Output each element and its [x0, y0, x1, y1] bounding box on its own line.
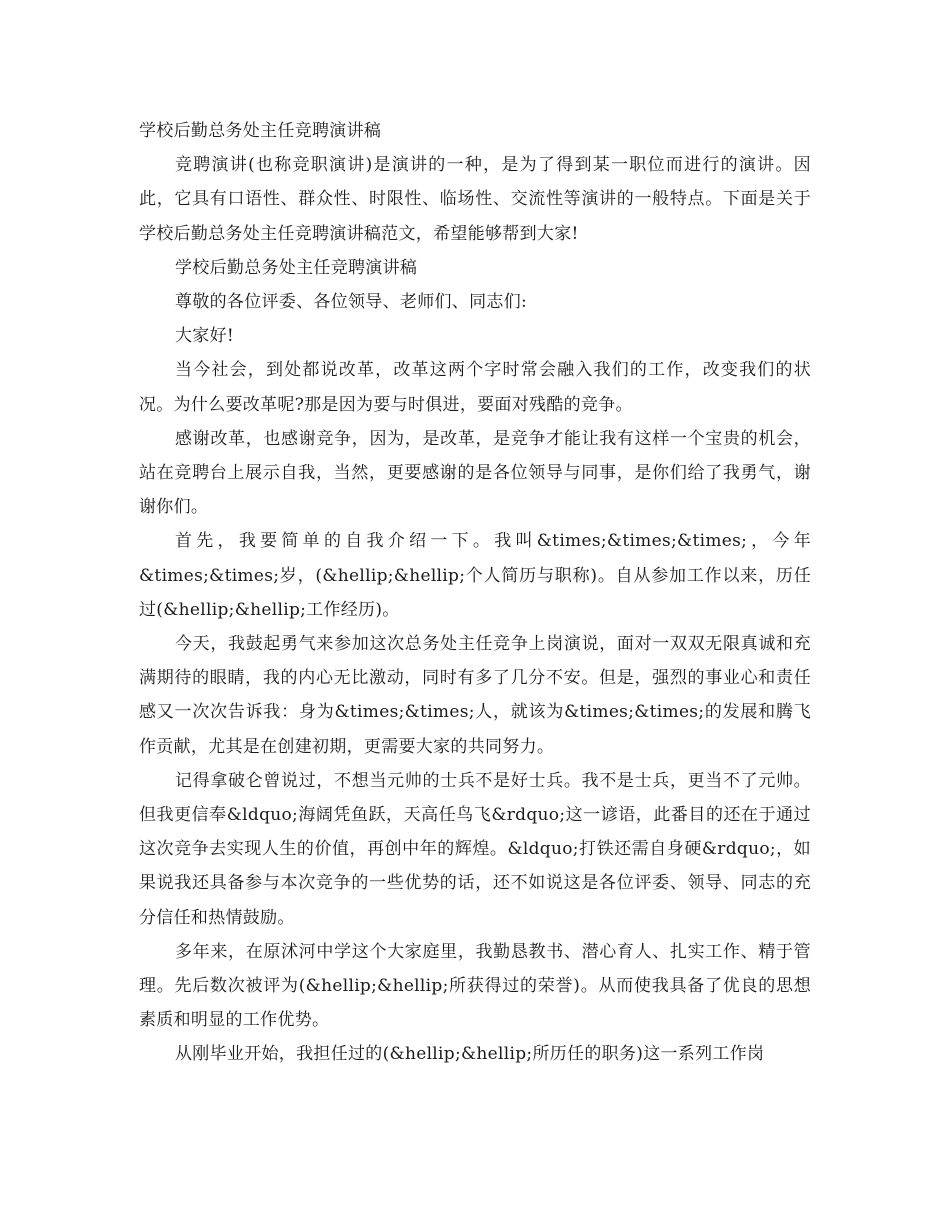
paragraph-today: 今天，我鼓起勇气来参加这次总务处主任竞争上岗演说，面对一双双无限真诚和充满期待的眼睛，我的内心无比激动，同时有多了几分不安。但是，强烈的事业心和责任感又一次次告诉我：身为&times;&times;人，就该为&times;&times;的发展和腾飞作贡献，尤其是在创建初期，更需要大家的共同努力。	[139, 634, 811, 757]
paragraph-napoleon: 记得拿破仑曾说过，不想当元帅的士兵不是好士兵。我不是士兵，更当不了元帅。但我更信奉&ldquo;海阔凭鱼跃，天高任鸟飞&rdquo;这一谚语，此番目的还在于通过这次竞争去实现人生的价值，再创中年的辉煌。&ldquo;打铁还需自身硬&rdquo;，如果说我还具备参与本次竞争的一些优势的话，还不如说这是各位评委、领导、同志的充分信任和热情鼓励。	[139, 770, 811, 928]
paragraph-greeting: 大家好!	[175, 326, 235, 347]
paragraph-career: 从刚毕业开始，我担任过的(&hellip;&hellip;所历任的职务)这一系列工作岗	[175, 1044, 765, 1065]
paragraph-years: 多年来，在原沭河中学这个大家庭里，我勤恳教书、潜心育人、扎实工作、精于管理。先后数次被评为(&hellip;&hellip;所获得过的荣誉)。从而使我具备了优良的思想素质和明显的工作优势。	[139, 941, 811, 1031]
paragraph-intro: 竞聘演讲(也称竞职演讲)是演讲的一种，是为了得到某一职位而进行的演讲。因此，它具有口语性、群众性、时限性、临场性、交流性等演讲的一般特点。下面是关于学校后勤总务处主任竞聘演讲稿范文，希望能够帮到大家!	[139, 155, 811, 244]
paragraph-thanks: 感谢改革，也感谢竞争，因为，是改革，是竞争才能让我有这样一个宝贵的机会，站在竞聘台上展示自我，当然，更要感谢的是各位领导与同事，是你们给了我勇气，谢谢你们。	[139, 428, 811, 518]
paragraph-reform: 当今社会，到处都说改革，改革这两个字时常会融入我们的工作，改变我们的状况。为什么要改革呢?那是因为要与时俱进，要面对残酷的竞争。	[139, 360, 811, 415]
paragraph-subtitle: 学校后勤总务处主任竞聘演讲稿	[175, 257, 418, 278]
document-body	[139, 114, 811, 1072]
paragraph-salutation: 尊敬的各位评委、各位领导、老师们、同志们:	[175, 292, 528, 313]
paragraph-self-intro: 首先，我要简单的自我介绍一下。我叫&times;&times;&times;，今年&times;&times;岁，(&hellip;&hellip;个人简历与职称)。自从参加工作以来，历任过(&hellip;&hellip;工作经历)。	[139, 531, 811, 620]
document-title: 学校后勤总务处主任竞聘演讲稿	[139, 121, 382, 141]
